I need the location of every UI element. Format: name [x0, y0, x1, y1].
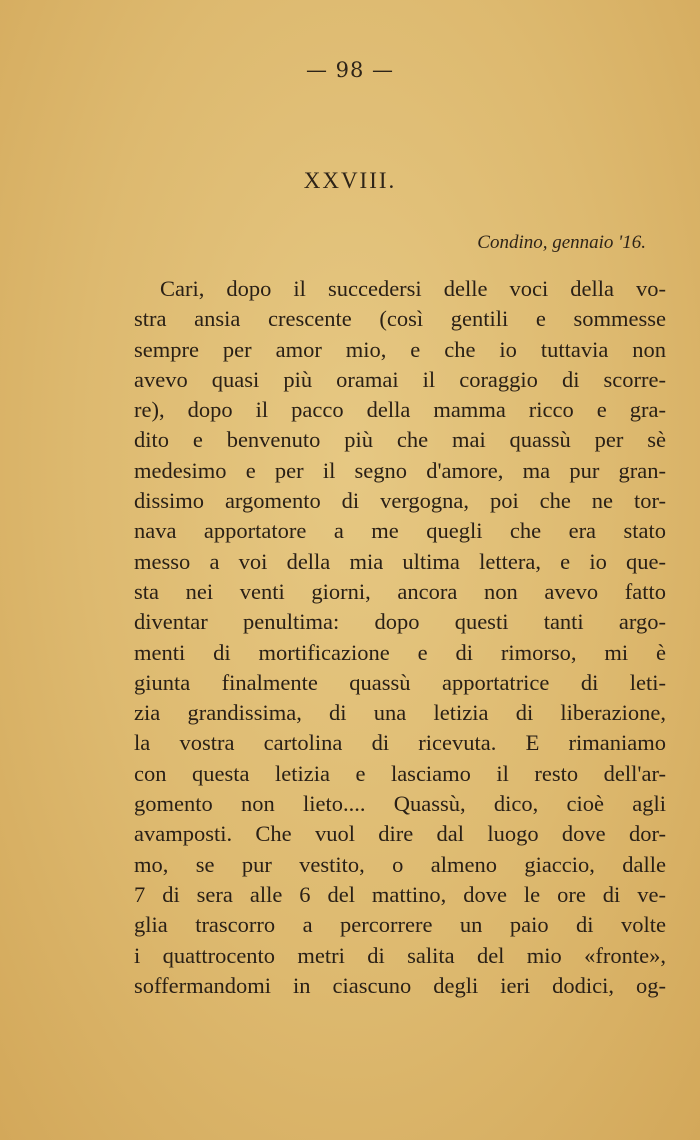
text-line: gomento non lieto.... Quassù, dico, cioè agli — [134, 791, 666, 817]
text-line: mo, se pur vestito, o almeno giaccio, dalle — [134, 851, 666, 877]
text-line: soffermandomi in ciascuno degli ieri dodici, og- — [134, 972, 666, 998]
text-line: re), dopo il pacco della mamma ricco e gra- — [134, 397, 666, 423]
letter-body — [134, 274, 666, 1001]
text-line: avamposti. Che vuol dire dal luogo dove dor- — [134, 821, 666, 847]
text-line: dito e benvenuto più che mai quassù per sè — [134, 427, 666, 453]
chapter-heading: XXVIII. — [303, 168, 397, 193]
text-line: dissimo argomento di vergogna, poi che ne tor- — [134, 488, 666, 514]
page-number: — 98 — — [305, 58, 395, 82]
text-line: glia trascorro a percorrere un paio di volte — [134, 912, 666, 938]
text-line: diventar penultima: dopo questi tanti argo- — [134, 609, 666, 635]
text-line: Cari, dopo il succedersi delle voci della vo- — [160, 276, 666, 301]
text-line: la vostra cartolina di ricevuta. E rimaniamo — [134, 730, 666, 756]
text-line: menti di mortificazione e di rimorso, mi è — [134, 639, 666, 665]
text-line: stra ansia crescente (così gentili e sommesse — [134, 306, 666, 332]
text-line: i quattrocento metri di salita del mio «fronte», — [134, 942, 666, 968]
letter-dateline: Condino, gennaio '16. — [477, 232, 646, 253]
text-line: 7 di sera alle 6 del mattino, dove le ore di ve- — [134, 881, 666, 907]
text-line: giunta finalmente quassù apportatrice di leti- — [134, 669, 666, 695]
text-line: con questa letizia e lasciamo il resto dell'ar- — [134, 760, 666, 786]
text-line: sta nei venti giorni, ancora non avevo fatto — [134, 578, 666, 604]
text-line: nava apportatore a me quegli che era stato — [134, 518, 666, 544]
text-line: zia grandissima, di una letizia di liberazione, — [134, 700, 666, 726]
text-line: sempre per amor mio, e che io tuttavia non — [134, 336, 666, 362]
text-line: avevo quasi più oramai il coraggio di scorre- — [134, 366, 666, 392]
text-line: messo a voi della mia ultima lettera, e io que- — [134, 548, 666, 574]
text-line: medesimo e per il segno d'amore, ma pur gran- — [134, 457, 666, 483]
